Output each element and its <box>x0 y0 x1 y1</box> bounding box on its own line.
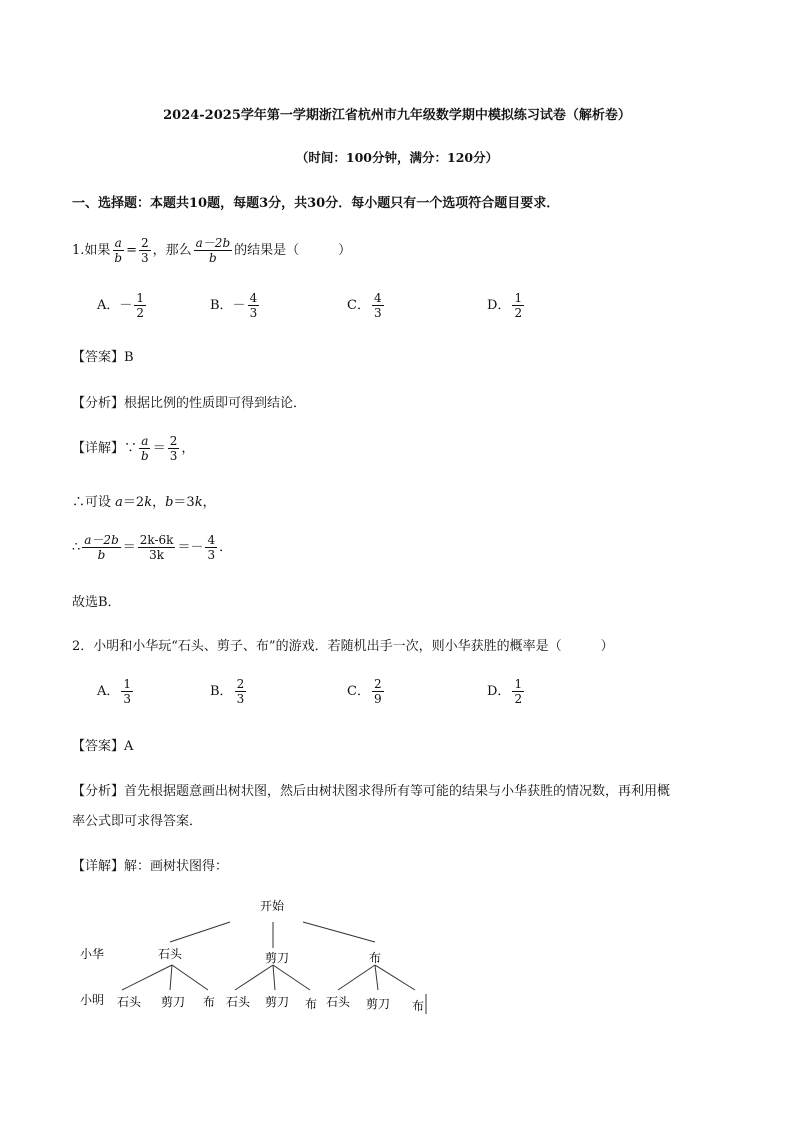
q1-prefix: 1.如果 <box>72 243 111 258</box>
section-heading: 一、选择题：本题共10题，每题3分，共30分．每小题只有一个选项符合题目要求． <box>72 196 560 211</box>
q2-option-b: B． $\frac{2}{3}$ <box>210 677 245 706</box>
tree-node-l2-8: 布 <box>412 999 425 1013</box>
q2-detail: 【详解】解：画树状图得： <box>72 859 229 874</box>
q2-analysis-line-2: 率公式即可求得答案． <box>72 814 203 829</box>
tree-node-l2-6: 石头 <box>326 995 351 1009</box>
fraction-a-over-b: $\frac{a}{b}$ <box>114 236 123 265</box>
tree-node-l2-1: 剪刀 <box>161 995 186 1009</box>
q2-answer: 【答案】A <box>72 739 134 754</box>
question-1-stem: 1.如果 $\frac{a}{b}$ = $\frac{2}{3}$ ，那么 $\frac{a-2b}{b}$ 的结果是（ ） <box>72 236 352 265</box>
q1-answer: 【答案】B <box>72 350 134 365</box>
tree-node-l2-5: 布 <box>305 997 318 1011</box>
q2-analysis-line-1: 【分析】首先根据题意画出树状图，然后由树状图求得所有等可能的结果与小华获胜的情况数，再利用概 <box>72 784 671 799</box>
tree-node-l1-0: 石头 <box>158 947 183 961</box>
tree-node-l2-4: 剪刀 <box>265 995 290 1009</box>
tree-node-l2-0: 石头 <box>117 995 142 1009</box>
tree-diagram <box>70 890 450 1020</box>
q1-analysis: 【分析】根据比例的性质即可得到结论． <box>72 396 307 411</box>
document-title: 2024-2025学年第一学期浙江省杭州市九年级数学期中模拟练习试卷（解析卷） <box>163 108 631 123</box>
tree-root: 开始 <box>260 899 285 913</box>
q1-option-d: D． $\frac{1}{2}$ <box>487 291 523 320</box>
q2-option-a: A． $\frac{1}{3}$ <box>97 677 132 706</box>
q1-detail-line-2: ∴可设 a＝2k，b＝3k， <box>72 495 216 510</box>
tree-row-label-xiaohua: 小华 <box>80 947 105 961</box>
q1-detail-line-1: 【详解】∵ $\frac{a}{b}$ ＝ $\frac{2}{3}$ ， <box>72 434 195 463</box>
tree-node-l2-2: 布 <box>203 995 216 1009</box>
tree-node-l1-2: 布 <box>369 951 382 965</box>
tree-row-label-xiaoming: 小明 <box>80 993 105 1007</box>
fraction-expression: $\frac{a-2b}{b}$ <box>195 236 231 265</box>
q1-option-a: A．－ $\frac{1}{2}$ <box>97 291 145 320</box>
q1-conclusion: 故选B． <box>72 595 121 610</box>
q1-option-c: C． $\frac{4}{3}$ <box>347 291 382 320</box>
tree-node-l1-1: 剪刀 <box>265 951 290 965</box>
q2-option-c: C． $\frac{2}{9}$ <box>347 677 382 706</box>
fraction-2-over-3: $\frac{2}{3}$ <box>141 236 149 265</box>
exam-info: （时间：100分钟，满分：120分） <box>295 150 499 165</box>
q1-detail-line-3: ∴ $\frac{a-2b}{b}$ ＝ $\frac{2k-6k}{3k}$ ＝－ $\frac{4}{3}$ ． <box>72 533 233 562</box>
question-2-stem: 2．小明和小华玩“石头、剪子、布”的游戏．若随机出手一次，则小华获胜的概率是（ ） <box>72 639 614 654</box>
q1-option-b: B．－ $\frac{4}{3}$ <box>210 291 258 320</box>
tree-node-l2-7: 剪刀 <box>366 997 391 1011</box>
tree-node-l2-3: 石头 <box>226 995 251 1009</box>
q2-option-d: D． $\frac{1}{2}$ <box>487 677 523 706</box>
